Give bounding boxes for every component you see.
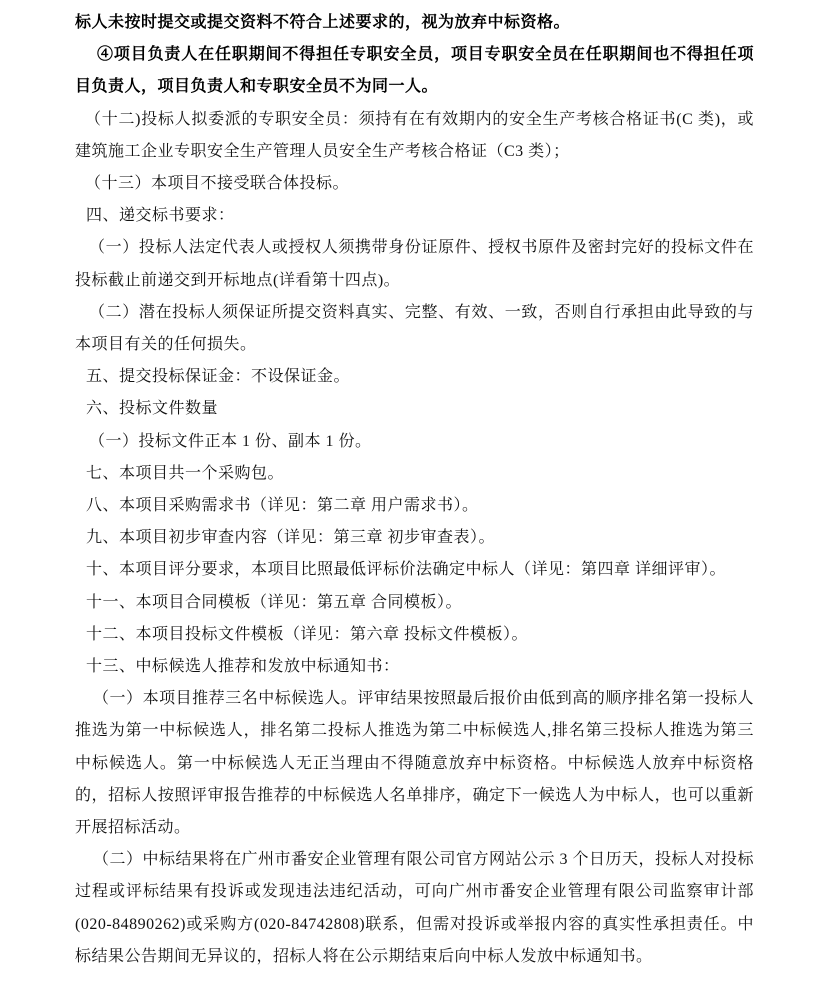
doc-paragraph: 十三、中标候选人推荐和发放中标通知书： [86, 658, 400, 676]
doc-paragraph: （十三）本项目不接受联合体投标。 [85, 175, 350, 193]
doc-paragraph: 九、本项目初步审查内容（详见：第三章 初步审查表）。 [86, 529, 496, 547]
doc-paragraph: 六、投标文件数量 [86, 400, 219, 418]
doc-paragraph: （二）潜在投标人须保证所提交资料真实、完整、有效、一致，否则自行承担由此导致的与本项目有关的任何损失。 [75, 303, 754, 354]
doc-paragraph: 十一、本项目合同模板（详见：第五章 合同模板）。 [86, 593, 463, 611]
doc-paragraph: 十二、本项目投标文件模板（详见：第六章 投标文件模板）。 [86, 625, 529, 643]
doc-paragraph: （二）中标结果将在广州市番安企业管理有限公司官方网站公示 3 个日历天，投标人对投标过程或评标结果有投诉或发现违法违纪活动，可向广州市番安企业管理有限公司监察审计部(020-84890262)或采购方(020-84742808)联系，但需对投诉或举报内容的真实性承担责任。中标结果公告期间无异议的，招标人将在公示期结束后向中标人发放中标通知书。 [75, 851, 755, 965]
doc-paragraph: （十二)投标人拟委派的专职安全员：须持有在有效期内的安全生产考核合格证书(C 类)，或建筑施工企业专职安全生产管理人员安全生产考核合格证（C3 类）； [75, 110, 754, 160]
doc-paragraph: ④项目负责人在任职期间不得担任专职安全员，项目专职安全员在任职期间也不得担任项目负责人，项目负责人和专职安全员不为同一人。 [75, 46, 754, 96]
doc-paragraph: （一）本项目推荐三名中标候选人。评审结果按照最后报价由低到高的顺序排名第一投标人推选为第一中标候选人，排名第二投标人推选为第二中标候选人,排名第三投标人推选为第三中标候选人。第一中标候选人无正当理由不得随意放弃中标资格。中标候选人放弃中标资格的，招标人按照评审报告推荐的中标候选人名单排序，确定下一候选人为中标人，也可以重新开展招标活动。 [75, 690, 754, 837]
doc-paragraph: 标人未按时提交或提交资料不符合上述要求的，视为放弃中标资格。 [75, 14, 571, 31]
doc-paragraph: 十、本项目评分要求，本项目比照最低评标价法确定中标人（详见：第四章 详细评审）。 [86, 561, 727, 579]
doc-paragraph: （一）投标人法定代表人或授权人须携带身份证原件、授权书原件及密封完好的投标文件在投标截止前递交到开标地点(详看第十四点)。 [75, 239, 754, 289]
doc-paragraph: 五、提交投标保证金：不设保证金。 [86, 368, 351, 386]
doc-paragraph: 四、递交标书要求： [86, 207, 235, 225]
doc-paragraph: 七、本项目共一个采购包。 [86, 464, 285, 482]
doc-paragraph: （一）投标文件正本 1 份、副本 1 份。 [89, 432, 372, 450]
doc-paragraph: 八、本项目采购需求书（详见：第二章 用户需求书）。 [86, 497, 479, 515]
